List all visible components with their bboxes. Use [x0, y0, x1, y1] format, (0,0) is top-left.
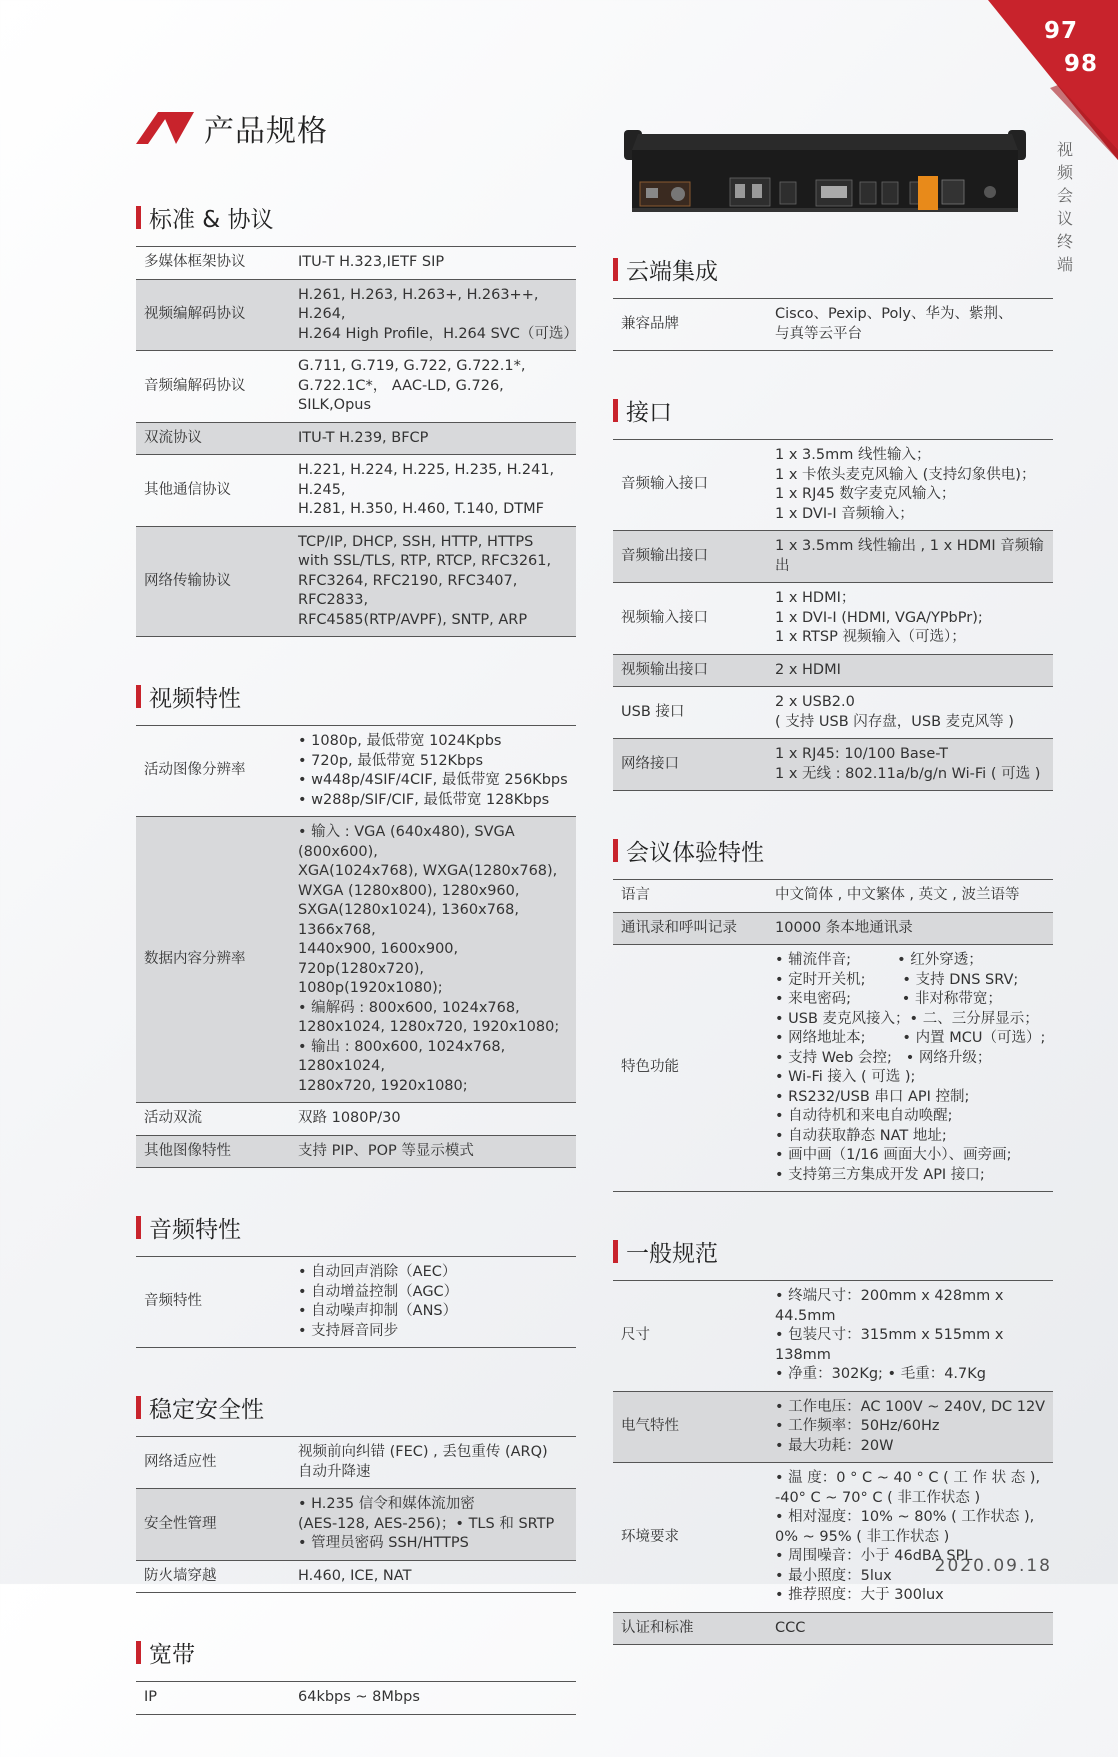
spec-value: • 1080p, 最低带宽 1024Kpbs • 720p, 最低带宽 512Kbps • w448p/4SIF/4CIF, 最低带宽 256Kbps • w288p/SIF/CIF, 最低带宽 128Kbps	[298, 733, 568, 808]
section-title: 标准 & 协议	[149, 206, 274, 233]
table-row	[136, 817, 576, 1103]
spec-value: 支持 PIP、POP 等显示模式	[298, 1142, 474, 1159]
spec-key: 其他通信协议	[144, 481, 231, 498]
section-header	[136, 679, 576, 713]
spec-value: 双路 1080P/30	[298, 1110, 401, 1126]
spec-value: 1 x RJ45: 10/100 Base-T 1 x 无线 : 802.11a/b/g/n Wi-Fi ( 可选 )	[775, 746, 1041, 782]
section-general	[613, 1234, 1053, 1645]
spec-value: ITU-T H.239, BFCP	[298, 429, 429, 446]
section-title: 稳定安全性	[149, 1396, 264, 1423]
table-row	[613, 440, 1053, 531]
spec-key: 兼容品牌	[621, 315, 679, 332]
page-title	[136, 106, 328, 150]
spec-key: 音频输出接口	[621, 547, 708, 564]
brand-logo-icon	[136, 110, 194, 146]
spec-key: 语言	[621, 887, 650, 903]
section-header	[613, 252, 1053, 286]
spec-key: 音频编解码协议	[144, 377, 246, 394]
table-row	[136, 1489, 576, 1561]
section-title: 一般规范	[626, 1240, 718, 1267]
spec-value: • 辅流伴音; • 红外穿透； • 定时开关机; • 支持 DNS SRV; • 来电密码; • 非对称带宽； • USB 麦克风接入；• 二、三分屏显示； • 网络地址本; • 内置 MCU（可选）; • 支持 Web 会控; • 网络升级； • Wi-Fi 接入 ( 可选 ); • RS232/USB 串口 API 控制; • 自动待机和来电自动唤醒; • 自动获取静态 NAT 地址; • 画中画（1/16 画面大小）、画旁画; • 支持第三方集成开发 API 接口;	[775, 952, 1046, 1183]
spec-key: IP	[144, 1689, 158, 1705]
table-row	[613, 1391, 1053, 1463]
spec-key: 音频输入接口	[621, 476, 708, 493]
spec-value: 10000 条本地通讯录	[775, 919, 913, 936]
spec-value: 视频前向纠错 (FEC) , 丢包重传 (ARQ) 自动升降速	[298, 1444, 548, 1480]
section-marker	[136, 1216, 141, 1239]
section-standards	[136, 200, 576, 637]
spec-key: 环境要求	[621, 1528, 679, 1545]
spec-key: 其他图像特性	[144, 1142, 231, 1159]
table-row	[136, 1103, 576, 1136]
section-header	[136, 1635, 576, 1669]
spec-value: 2 x HDMI	[775, 661, 841, 678]
spec-table	[136, 246, 576, 637]
section-header	[136, 1390, 576, 1424]
spec-key: 视频输入接口	[621, 609, 708, 626]
spec-value: TCP/IP, DHCP, SSH, HTTP, HTTPS with SSL/TLS, RTP, RTCP, RFC3261, RFC3264, RFC2190, RFC3407, RFC2833, RFC4585(RTP/AVPF), SNTP, ARP	[298, 533, 552, 628]
spec-value: • H.235 信令和媒体流加密 (AES-128, AES-256)；• TLS 和 SRTP • 管理员密码 SSH/HTTPS	[298, 1496, 555, 1551]
section-title: 宽带	[149, 1641, 195, 1668]
page-number-left: 97	[1043, 18, 1078, 44]
table-row	[136, 1682, 576, 1715]
section-video	[136, 679, 576, 1168]
table-row	[136, 279, 576, 351]
section-security	[136, 1390, 576, 1593]
table-row	[136, 422, 576, 455]
spec-key: 音频特性	[144, 1293, 202, 1310]
section-meeting-experience	[613, 833, 1053, 1192]
spec-value: • 终端尺寸：200mm x 428mm x 44.5mm • 包装尺寸：315mm x 515mm x 138mm • 净重：302Kg; • 毛重：4.7Kg	[775, 1288, 1004, 1382]
table-row	[136, 455, 576, 527]
table-row	[136, 1560, 576, 1593]
spec-key: 双流协议	[144, 429, 202, 446]
section-title: 云端集成	[626, 258, 718, 285]
table-row	[136, 351, 576, 423]
spec-value: • 输入 : VGA (640x480), SVGA (800x600), XGA(1024x768), WXGA(1280x768), WXGA (1280x800), 1280x960, SXGA(1280x1024), 1360x768, 1366x768, 1440x900, 1600x900, 720p(1280x720), 1080p(1920x1080); • 编解码 : 800x600, 1024x768, 1280x1024, 1280x720, 1920x1080; • 输出 : 800x600, 1024x768, 1280x1024, 1280x720, 1920x1080;	[298, 824, 560, 1094]
spec-key: 认证和标准	[621, 1619, 694, 1636]
spec-key: 网络传输协议	[144, 572, 231, 589]
spec-value: 1 x HDMI； 1 x DVI-I (HDMI, VGA/YPbPr); 1 x RTSP 视频输入（可选）；	[775, 590, 983, 645]
table-row	[613, 1281, 1053, 1392]
table-row	[613, 1612, 1053, 1645]
spec-table	[136, 1681, 576, 1715]
section-header	[613, 833, 1053, 867]
table-row	[613, 739, 1053, 791]
spec-value: 中文简体 , 中文繁体 , 英文 , 波兰语等	[775, 887, 1020, 903]
page-number-right: 98	[1063, 51, 1098, 77]
spec-key: 尺寸	[621, 1327, 650, 1343]
table-row	[136, 726, 576, 817]
spec-key: 数据内容分辨率	[144, 950, 246, 967]
table-row	[613, 912, 1053, 945]
table-row	[136, 247, 576, 280]
table-row	[613, 880, 1053, 913]
left-column	[136, 200, 576, 1757]
spec-key: 防火墙穿越	[144, 1567, 217, 1584]
spec-key: 多媒体框架协议	[144, 254, 246, 270]
spec-value: • 温 度：0 ° C ~ 40 ° C ( 工 作 状 态 ), -40° C ~ 70° C ( 非工作状态 ) • 相对湿度：10% ~ 80% ( 工作状态 ), 0% ~ 95% ( 非工作状态 ) • 周围噪音：小于 46dBA SPL • 最小照度：5lux • 推荐照度：大于 300lux	[775, 1470, 1041, 1603]
section-header	[136, 200, 576, 234]
spec-key: 通讯录和呼叫记录	[621, 919, 737, 936]
spec-table	[613, 1280, 1053, 1645]
section-cloud	[613, 252, 1053, 351]
section-marker	[613, 839, 618, 862]
spec-table	[136, 1256, 576, 1348]
section-interfaces	[613, 393, 1053, 791]
spec-table	[613, 879, 1053, 1192]
spec-key: 网络适应性	[144, 1453, 217, 1470]
section-marker	[613, 258, 618, 281]
table-row	[613, 687, 1053, 739]
device-rear-panel-image	[620, 120, 1030, 230]
spec-value: H.261, H.263, H.263+, H.263++, H.264, H.264 High Profile，H.264 SVC（可选）	[298, 286, 578, 342]
spec-key: 电气特性	[621, 1418, 679, 1434]
table-row	[613, 1463, 1053, 1613]
spec-table	[613, 298, 1053, 351]
spec-value: H.221, H.224, H.225, H.235, H.241, H.245, H.281, H.350, H.460, T.140, DTMF	[298, 462, 555, 517]
spec-key: 特色功能	[621, 1059, 679, 1076]
spec-key: 网络接口	[621, 755, 679, 772]
section-title: 会议体验特性	[626, 839, 764, 866]
spec-value: 2 x USB2.0 ( 支持 USB 闪存盘，USB 麦克风等 )	[775, 694, 1014, 730]
spec-key: 活动图像分辨率	[144, 762, 246, 779]
spec-value: ITU-T H.323,IETF SIP	[298, 254, 445, 270]
spec-value: 1 x 3.5mm 线性输出 , 1 x HDMI 音频输出	[775, 538, 1044, 574]
section-audio	[136, 1210, 576, 1348]
table-row	[613, 654, 1053, 687]
spec-table	[613, 439, 1053, 791]
spec-value: 1 x 3.5mm 线性输入； 1 x 卡侬头麦克风输入 (支持幻象供电)； 1 x RJ45 数字麦克风输入； 1 x DVI-I 音频输入；	[775, 447, 1036, 522]
table-row	[136, 526, 576, 637]
spec-value: G.711, G.719, G.722, G.722.1*, G.722.1C*， AAC-LD, G.726, SILK,Opus	[298, 358, 526, 413]
section-header	[136, 1210, 576, 1244]
spec-value: • 自动回声消除（AEC） • 自动增益控制（AGC） • 自动噪声抑制（ANS） • 支持唇音同步	[298, 1264, 459, 1339]
section-header	[613, 1234, 1053, 1268]
publish-date: 2020.09.18	[934, 1556, 1052, 1576]
spec-key: USB 接口	[621, 703, 685, 720]
spec-key: 安全性管理	[144, 1515, 217, 1532]
table-row	[136, 1257, 576, 1348]
spec-value: 64kbps ~ 8Mbps	[298, 1689, 420, 1705]
section-title: 视频特性	[149, 685, 241, 712]
table-row	[136, 1135, 576, 1168]
spec-key: 活动双流	[144, 1110, 202, 1126]
section-marker	[613, 1240, 618, 1263]
section-bandwidth	[136, 1635, 576, 1715]
table-row	[613, 531, 1053, 583]
section-title: 接口	[626, 399, 672, 426]
spec-key: 视频编解码协议	[144, 306, 246, 322]
section-marker	[613, 399, 618, 422]
section-header	[613, 393, 1053, 427]
spec-key: 视频输出接口	[621, 661, 708, 678]
spec-value: • 工作电压：AC 100V ~ 240V, DC 12V • 工作频率：50Hz/60Hz • 最大功耗：20W	[775, 1398, 1046, 1454]
spec-value: H.460, ICE, NAT	[298, 1567, 412, 1584]
section-title: 音频特性	[149, 1216, 241, 1243]
spec-table	[136, 725, 576, 1168]
right-column	[613, 252, 1053, 1687]
spec-table	[136, 1436, 576, 1593]
table-row	[613, 945, 1053, 1192]
page-title-text: 产品规格	[204, 114, 328, 149]
section-marker	[136, 685, 141, 708]
table-row	[613, 299, 1053, 351]
section-marker	[136, 1396, 141, 1419]
spec-value: CCC	[775, 1619, 806, 1636]
spec-value: Cisco、Pexip、Poly、华为、紫荆、 与真等云平台	[775, 306, 1013, 342]
section-marker	[136, 1641, 141, 1664]
side-title: 视频会议终端	[1056, 140, 1073, 274]
section-marker	[136, 206, 141, 229]
table-row	[613, 583, 1053, 655]
table-row	[136, 1437, 576, 1489]
